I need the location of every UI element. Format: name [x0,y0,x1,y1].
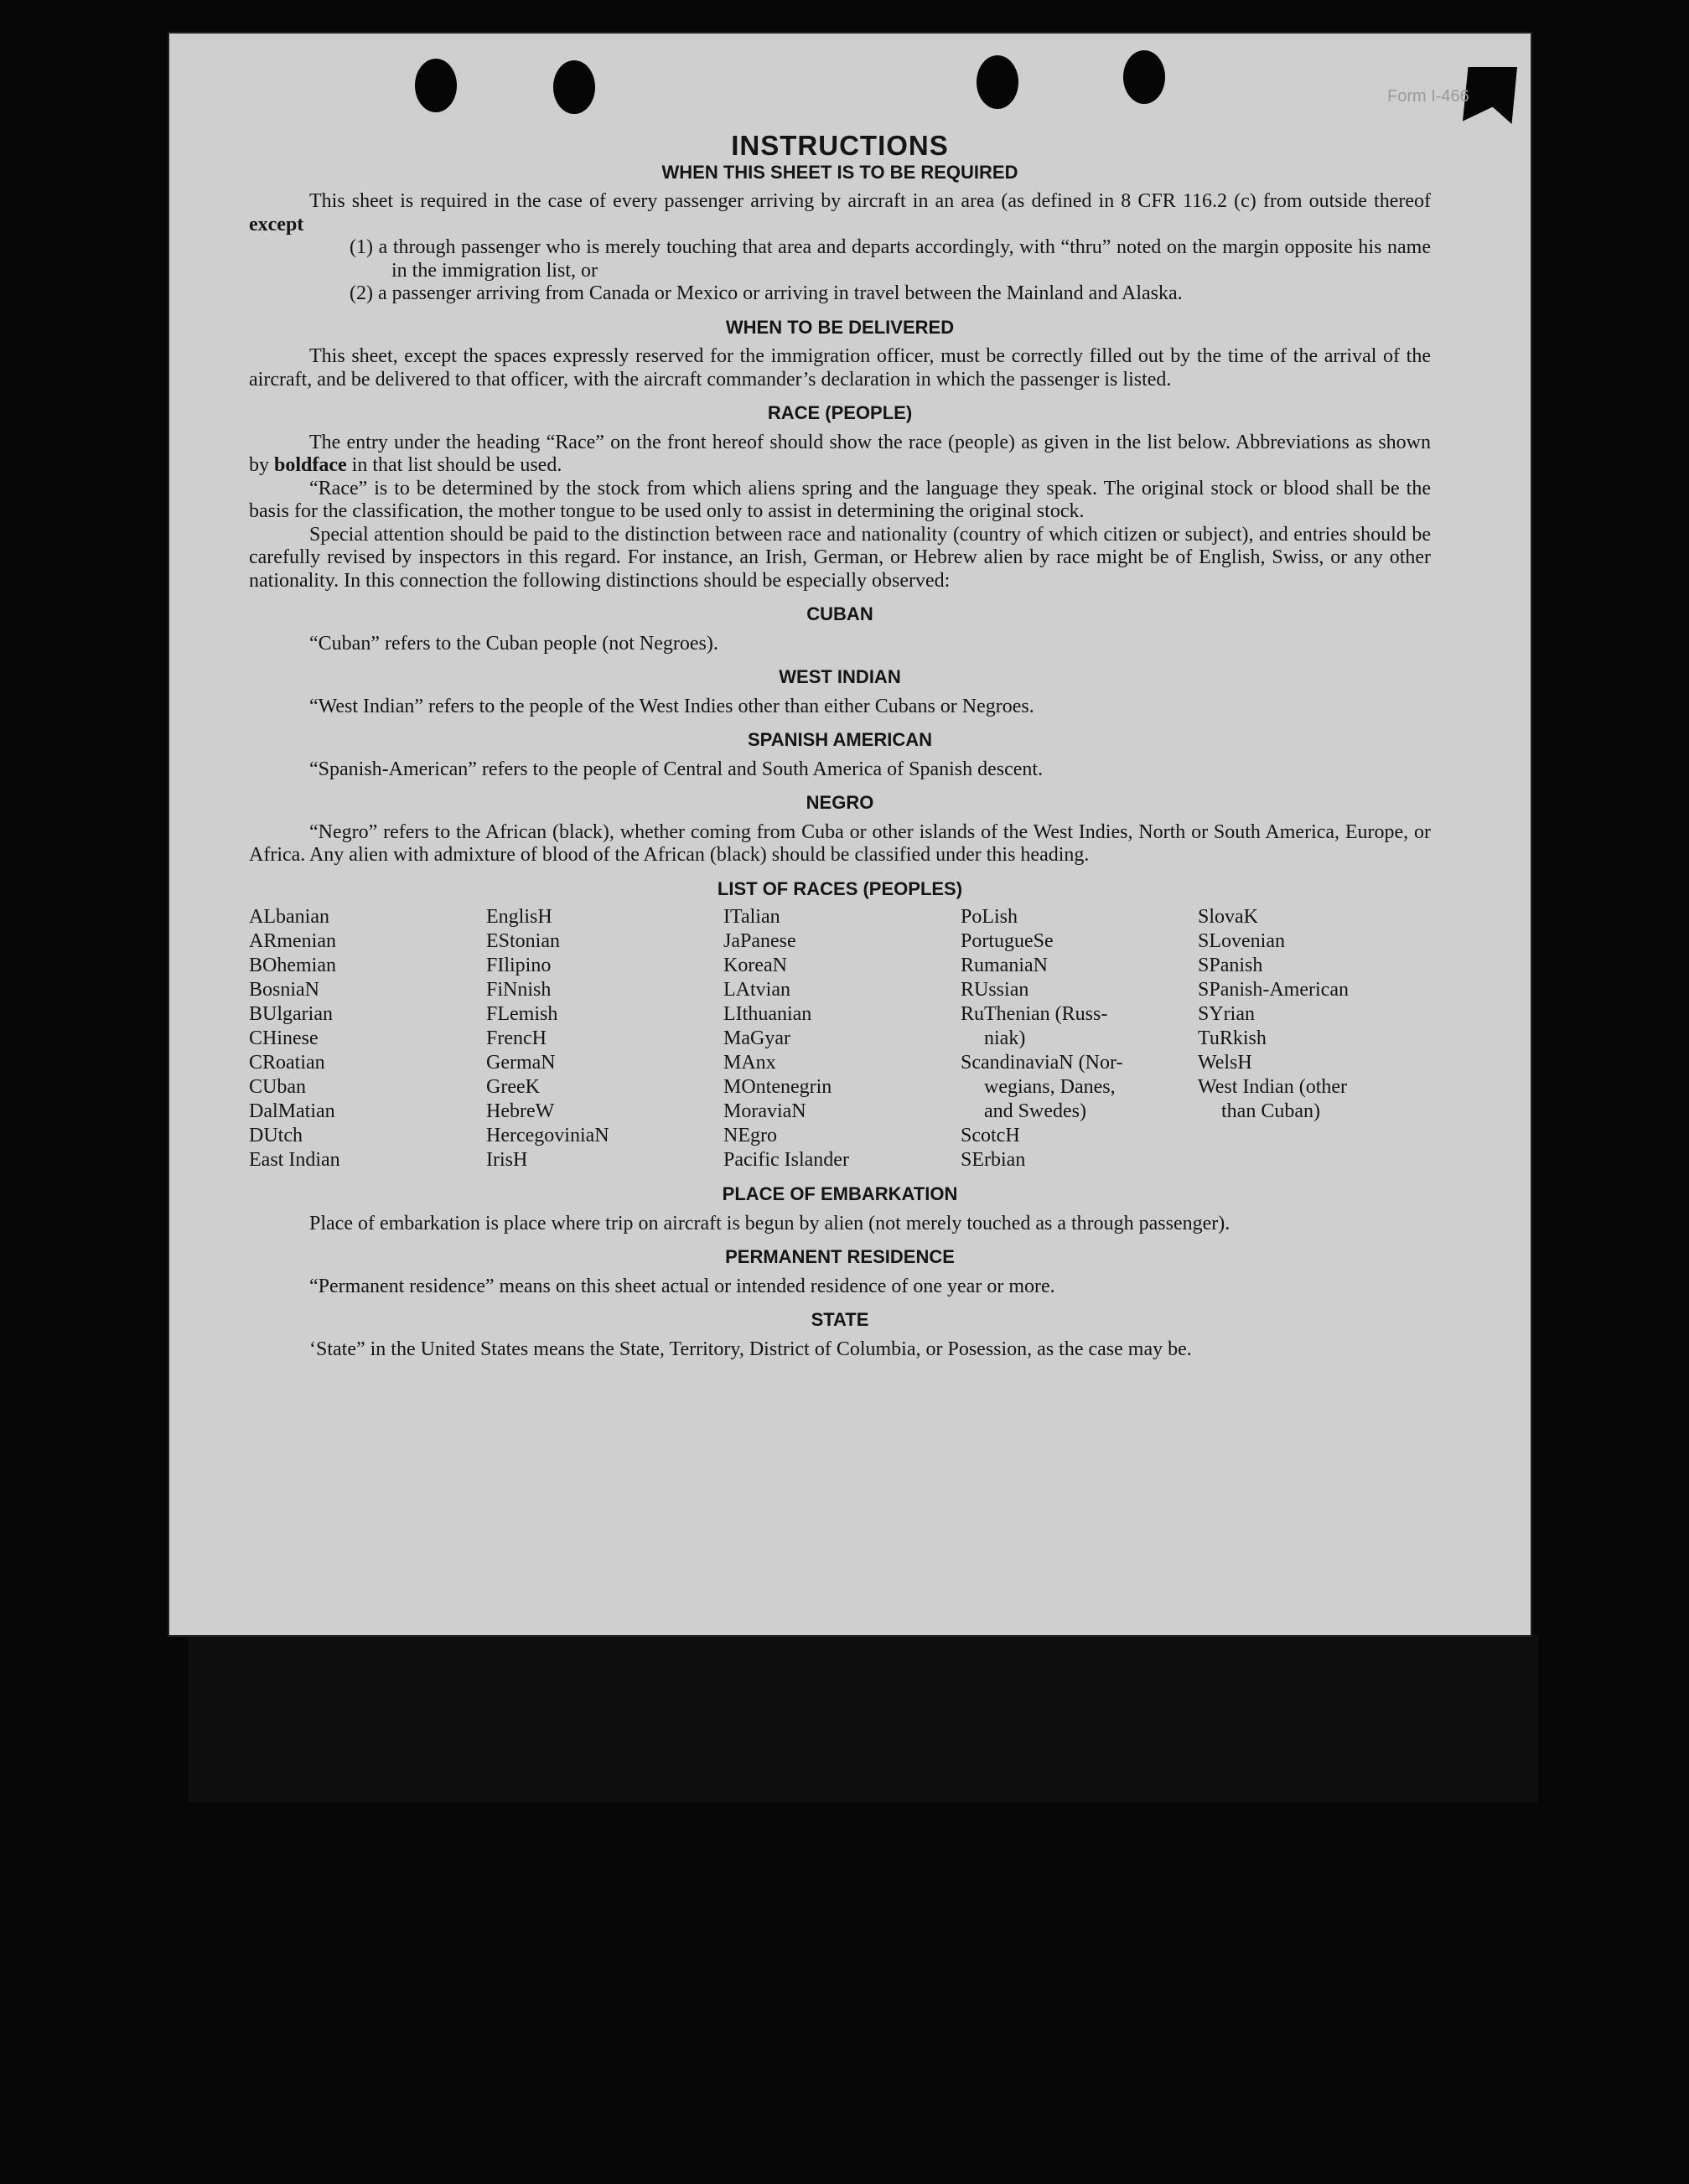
race-item: East Indian [249,1149,340,1171]
section-heading-race: RACE (PEOPLE) [767,402,913,423]
section-heading-residence: PERMANENT RESIDENCE [725,1246,955,1267]
torn-corner [1463,67,1517,124]
delivered-text: This sheet, except the spaces expressly reserved for the immigration officer, must be correctly filled out by the time of the arrival of the aircraft, and be delivered to that officer, with the aircraft commander’s declaration in which the passenger is listed. [249,345,1431,391]
race-paragraph-3: Special attention should be paid to the distinction between race and nationality (country of which citizen or subject), and entries should be carefully revised by inspectors in this regard. For instance, an Irish, German, or Hebrew alien by race might be of English, Swiss, or any other nationality. In this connection the following distinctions should be especially observed: [249,523,1431,592]
race-item: FiNnish [486,979,552,1001]
race-item: FLemish [486,1003,558,1025]
race-paragraph-1: The entry under the heading “Race” on the front hereof should show the race (people) as given in the list below. Abbreviations as shown by boldface in that list should be used. [249,431,1431,476]
section-heading-required: WHEN THIS SHEET IS TO BE REQUIRED [661,161,1018,183]
race-item: FIlipino [486,955,552,976]
race-item: SPanish [1198,955,1263,976]
punch-hole [415,59,457,112]
race-item: ARmenian [249,930,336,952]
race-item: NEgro [723,1125,777,1146]
race-item: MoraviaN [723,1100,806,1122]
race-item: MaGyar [723,1027,790,1049]
west-indian-text: “West Indian” refers to the people of the West Indies other than either Cubans or Negroes. [309,695,1034,717]
race-item: DalMatian [249,1100,335,1122]
race-item: Pacific Islander [723,1149,849,1171]
punch-hole [977,55,1018,109]
required-item-2: (2) a passenger arriving from Canada or Mexico or arriving in travel between the Mainland and Alaska. [350,282,1183,304]
required-intro: This sheet is required in the case of every passenger arriving by aircraft in an area (as defined in 8 CFR 116.2 (c) from outside thereof except [249,190,1431,235]
race-item: KoreaN [723,955,787,976]
section-heading-race-list: LIST OF RACES (PEOPLES) [717,877,963,899]
race-item: CRoatian [249,1052,325,1074]
race-item: SErbian [961,1149,1026,1171]
section-heading-embarkation: PLACE OF EMBARKATION [722,1183,958,1204]
race-item: HercegoviniaN [486,1125,609,1146]
race-item: ALbanian [249,906,329,928]
race-column-5 [1198,905,1435,1172]
race-item: LAtvian [723,979,790,1001]
race-item: ScotcH [961,1125,1020,1146]
section-heading-negro: NEGRO [806,792,874,813]
race-item-continuation: niak) [984,1027,1026,1049]
punch-hole [553,60,595,114]
race-item: HebreW [486,1100,555,1122]
race-item: MOntenegrin [723,1076,832,1098]
race-item: EnglisH [486,906,552,928]
punch-hole [1123,50,1165,104]
race-item: GreeK [486,1076,540,1098]
section-heading-delivered: WHEN TO BE DELIVERED [725,316,955,338]
race-item: RuThenian (Russ- [961,1003,1108,1025]
race-column-1 [249,905,486,1172]
section-heading-west-indian: WEST INDIAN [779,666,901,687]
race-item: GermaN [486,1052,556,1074]
race-item: CHinese [249,1027,319,1049]
state-text: ‘State” in the United States means the State, Territory, District of Columbia, or Posession, as the case may be. [309,1338,1192,1360]
race-item: SYrian [1198,1003,1255,1025]
race-column-3 [723,905,961,1172]
race-item: CUban [249,1076,306,1098]
race-item: IrisH [486,1149,528,1171]
negro-text: “Negro” refers to the African (black), whether coming from Cuba or other islands of the West Indies, North or South America, Europe, or Africa. Any alien with admixture of blood of the African (black) should be classified under this heading. [249,820,1431,866]
race-item: SLovenian [1198,930,1285,952]
underlying-sheet [189,1634,1538,1802]
instructions-content [249,130,1431,1361]
race-item: BOhemian [249,955,336,976]
race-item: RUssian [961,979,1029,1001]
race-item: RumaniaN [961,955,1048,976]
race-list [249,905,1431,1172]
race-item-continuation: and Swedes) [984,1100,1086,1122]
race-item-continuation: than Cuban) [1221,1100,1320,1122]
race-item: MAnx [723,1052,776,1074]
race-item-continuation: wegians, Danes, [984,1076,1116,1098]
race-item: JaPanese [723,930,796,952]
race-item: EStonian [486,930,560,952]
race-item: ScandinaviaN (Nor- [961,1052,1123,1074]
race-item: SPanish-American [1198,979,1349,1001]
race-column-2 [486,905,723,1172]
race-item: BosniaN [249,979,319,1001]
required-item-1: (1) a through passenger who is merely touching that area and departs accordingly, with “thru” noted on the margin opposite his name in the immigration list, or [350,236,1431,282]
race-item: PoLish [961,906,1018,928]
cuban-text: “Cuban” refers to the Cuban people (not Negroes). [309,632,718,655]
race-item: ITalian [723,906,780,928]
race-item: LIthuanian [723,1003,812,1025]
race-item: SlovaK [1198,906,1258,928]
section-heading-spanish-american: SPANISH AMERICAN [747,729,932,750]
race-item: West Indian (other [1198,1076,1348,1098]
section-heading-state: STATE [811,1309,869,1330]
section-heading-cuban: CUBAN [806,603,873,624]
race-item: TuRkish [1198,1027,1267,1049]
spanish-american-text: “Spanish-American” refers to the people of Central and South America of Spanish descent. [309,758,1044,780]
race-item: DUtch [249,1125,303,1146]
race-item: BUlgarian [249,1003,333,1025]
page-title: INSTRUCTIONS [731,130,949,161]
race-column-4 [961,905,1198,1172]
race-paragraph-2: “Race” is to be determined by the stock from which aliens spring and the language they speak. The original stock or blood shall be the basis for the classification, the mother tongue to be used only to assist in determining the original stock. [249,477,1431,522]
form-number: Form I-466 [1387,87,1469,106]
race-item: FrencH [486,1027,547,1049]
race-item: PortugueSe [961,930,1054,952]
residence-text: “Permanent residence” means on this sheet actual or intended residence of one year or more. [309,1275,1055,1297]
embarkation-text: Place of embarkation is place where trip on aircraft is begun by alien (not merely touched as a through passenger). [309,1212,1230,1234]
race-item: WelsH [1198,1052,1252,1074]
